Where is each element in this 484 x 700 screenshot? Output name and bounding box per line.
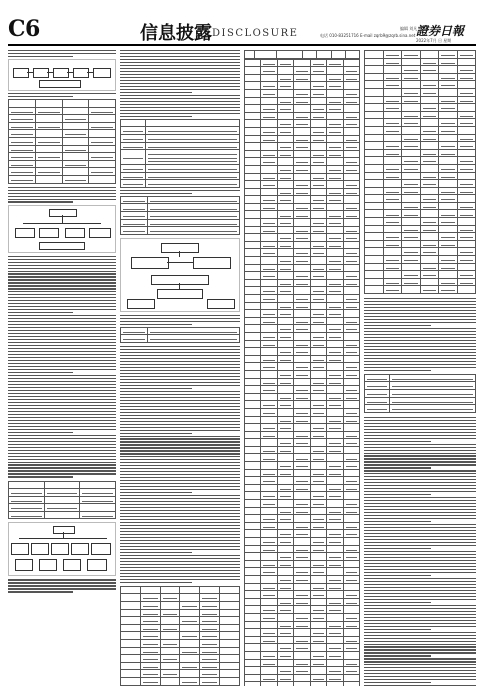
newspaper-logo: 證券日報: [416, 24, 465, 38]
column-4: [364, 50, 476, 686]
column-1-structure-chart: [8, 205, 116, 253]
section-title: 信息披露: [140, 23, 212, 44]
column-2: [120, 50, 240, 686]
column-2-table-2: [120, 196, 240, 235]
column-4-table-2: [364, 374, 476, 413]
page-number: C6: [8, 16, 40, 42]
column-1-flowchart: [8, 59, 116, 91]
column-3: [244, 50, 360, 686]
column-2-flowchart: [120, 238, 240, 312]
date-line: 2022年7月 日 星期: [416, 38, 452, 43]
column-1: [8, 50, 116, 686]
column-1-table-2: [8, 481, 116, 520]
column-4-table: [364, 50, 476, 294]
contact-line: 电话 010-83251716 E-mail zqrb9@zqrb.sina.net: [320, 33, 416, 38]
column-1-org-chart: [8, 522, 116, 576]
masthead: [0, 0, 484, 44]
column-2-table-4: [120, 586, 240, 686]
column-3-table-body: [244, 59, 360, 686]
column-2-table-3: [120, 327, 240, 343]
column-2-table-1: [120, 119, 240, 188]
column-1-intro-text: [8, 50, 116, 57]
section-title-english: DISCLOSURE: [212, 28, 299, 39]
column-3-table: [244, 50, 360, 59]
column-1-table-1: [8, 99, 116, 184]
editor-line: 编辑 刘凡: [400, 26, 418, 31]
column-4-text: [364, 417, 476, 686]
masthead-rule: [8, 44, 476, 46]
